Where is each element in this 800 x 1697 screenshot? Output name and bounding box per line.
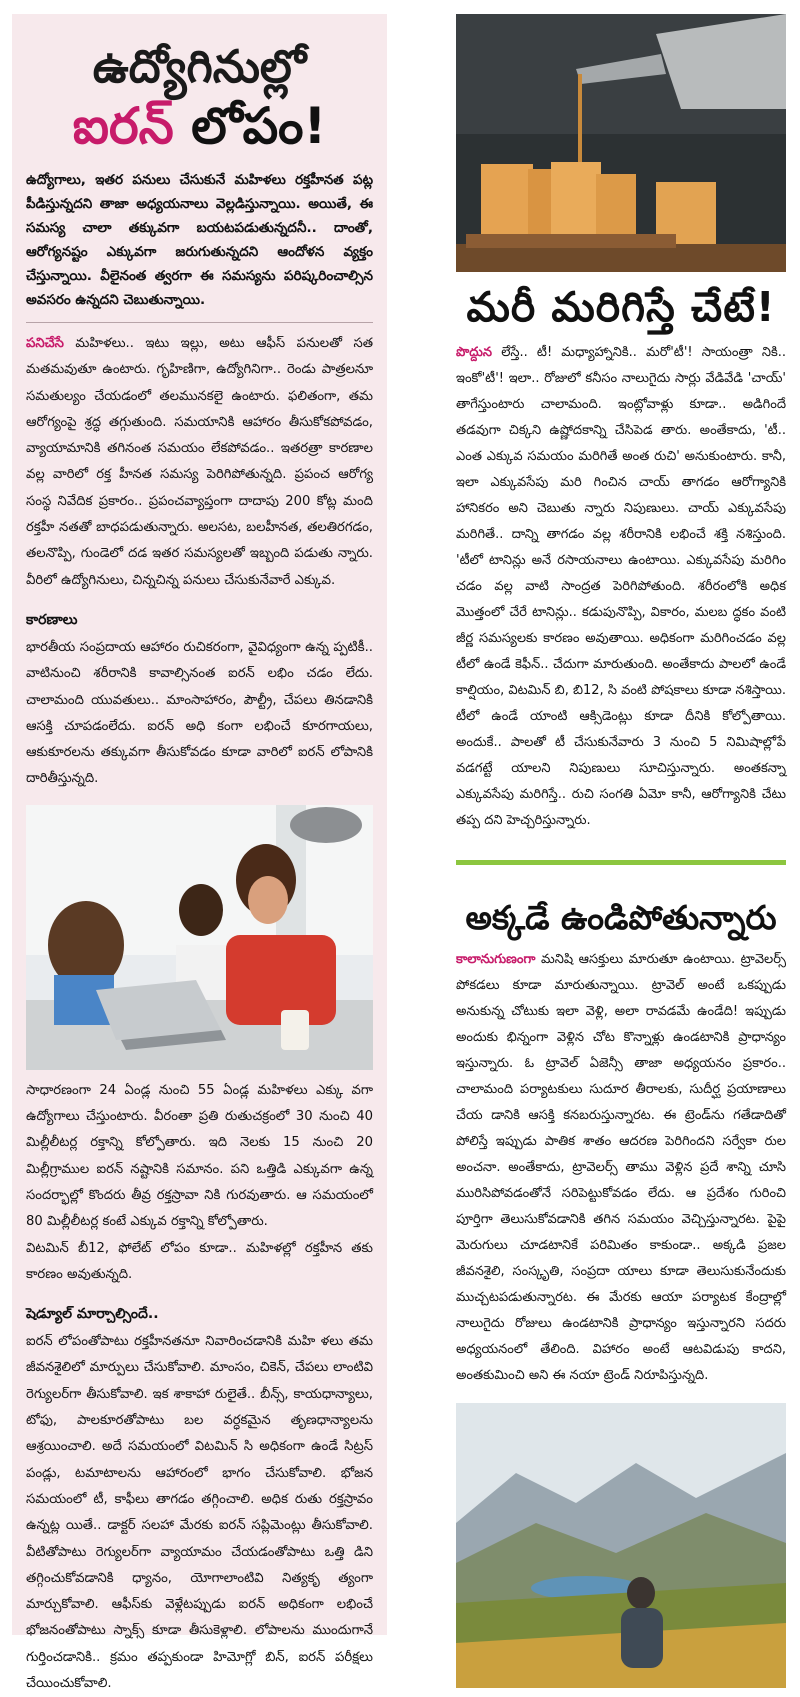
travel-article-headline: అక్కడే ఉండిపోతున్నారు: [465, 898, 777, 937]
section-heading-schedule: షెడ్యూల్ మార్చాల్సిందే..: [26, 1306, 159, 1323]
right-articles: [456, 14, 786, 1635]
lead-word: కాలానుగుణంగా: [456, 952, 536, 967]
article-intro: ఉద్యోగాలు, ఇతర పనులు చేసుకునే మహిళలు రక్తహీనత పట్ల పీడిస్తున్నదని తాజా అధ్యయనాలు వెల్లడిస్తున్నాయి. అయితే, ఈ సమస్య చాలా తక్కువగా బయటపడుతున్నదనీ.. దాంతో, ఆరోగ్యనష్టం ఎక్కువగా జరుగుతున్నదని ఆందోళన వ్యక్తం చేస్తున్నాయి. వీలైనంత త్వరగా ఈ సమస్యను పరిష్కరించాల్సిన అవసరం ఉన్నదని చెబుతున్నాయి.: [26, 172, 373, 308]
headline-accent-word: ఐరన్: [72, 97, 174, 155]
photo-traveler-mountains: [456, 1403, 786, 1688]
lead-word: పనిచేసే: [26, 336, 64, 351]
tea-article-body: [456, 340, 786, 834]
lead-word: పొద్దున: [456, 345, 493, 360]
paragraph-text: లేస్తే.. టీ! మధ్యాహ్నానికి.. మరో'టీ'! సాయంత్రా నికి.. ఇంకో'టీ'! ఇలా.. రోజులో కనీసం నాలుగైదు సార్లు వేడివేడి 'చాయ్' తాగేస్తుంటారు చాలామంది. ఇంట్లోవాళ్లు కూడా.. అడిగిందే తడవుగా చిక్కని ఉష్ణోదకాన్ని చేసిపెడ తారు. అంతేకాదు, 'టీ.. ఎంత ఎక్కువ సమయం మరిగితే అంత రుచి' అనుకుంటారు. కానీ, ఇలా ఎక్కువసేపు మరి గించిన చాయ్ తాగడం ఆరోగ్యానికి హానికరం అని చెబుతు న్నారు నిపుణులు. చాయ్ ఎక్కువసేపు మరిగితే.. దాన్ని తాగడం వల్ల శరీరానికి లభించే శక్తి నశిస్తుంది. 'టీలో టానిన్లు అనే రసాయనాలు ఉంటాయి. ఎక్కువసేపు మరిగిం చడం వల్ల వాటి సాంద్రత పెరిగిపోతుంది. శరీరంలోకి అధిక మొత్తంలో చేరే టానిన్లు.. కడుపునొప్పి, వికారం, మలబ ద్ధకం వంటి జీర్ణ సమస్యలకు కారణం అవుతాయి. అధికంగా మరిగించడం వల్ల టీలో ఉండే కెఫీన్.. చేదుగా మారుతుంది. అంతేకాదు పాలలో ఉండే కాల్షియం, విటమిన్ బి, బి12, సి వంటి పోషకాలు కూడా నశిస్తాయి. టీలో ఉండే యాంటి ఆక్సిడెంట్లు కూడా దీనికి కోల్పోతాయి. అందుకే.. పాలతో టీ చేసుకునేవారు 3 నుంచి 5 నిమిషాల్లోపే వడగట్టే యాలని నిపుణులు సూచిస్తున్నారు. అంతకన్నా ఎక్కువసేపు మరిగిస్తే.. రుచి సంగతి ఏమో కానీ, ఆరోగ్యానికి చేటు తప్ప దని హెచ్చరిస్తున్నారు.: [456, 345, 786, 828]
left-article: [12, 14, 387, 1691]
section-divider: [456, 860, 786, 865]
headline-rest: లోపం!: [191, 97, 327, 155]
article-headline-line1: ఉద్యోగినుల్లో: [92, 40, 307, 93]
article-headline-line2: [26, 96, 373, 156]
paragraph-text: మనిషి ఆసక్తులు మారుతూ ఉంటాయి. ట్రావెలర్స్ పోకడలు కూడా మారుతున్నాయి. ట్రావెల్ అంటే ఒకప్పుడు అనుకున్న చోటుకు ఇలా వెళ్లి, అలా రావడమే ఉండేది! ఇప్పుడు అందుకు భిన్నంగా వెళ్లిన చోట కొన్నాళ్లు ఉండటానికి ప్రాధాన్యం ఇస్తున్నారు. ఓ ట్రావెల్ ఏజెన్సీ తాజా అధ్యయనం ప్రకారం.. చాలామంది పర్యాటకులు సుదూర తీరాలకు, సుదీర్ఘ ప్రయాణాలు చేయ డానికి ఆసక్తి కనబరుస్తున్నారట. ఈ ట్రెండ్‌ను గతేడాదితో పోలిస్తే ఇప్పుడు పాతిక శాతం ఆదరణ పెరిగిందని సర్వేకా రుల అంచనా. అంతేకాదు, ట్రావెలర్స్ తాము వెళ్లిన ప్రదే శాన్ని చూసి మురిసిపోవడంతోనే సరిపెట్టుకోవడం లేదు. ఆ ప్రదేశం గురించి పూర్తిగా తెలుసుకోవడానికి తగిన సమయం వెచ్చిస్తున్నారట. పైపై మెరుగులు చూడటానికే పరిమితం కాకుండా.. అక్కడి ప్రజల జీవనశైలి, సంస్కృతి, సంప్రదా యాలు కూడా తెలుసుకునేందుకు ముచ్చటపడుతున్నారట. ఈ మేరకు ఆయా పర్యాటక కేంద్రాల్లో నాలుగైదు రోజులు ఉండటానికి ప్రాధాన్యం ఇస్తున్నారని సదరు అధ్యయనంలో తేలింది. విహారం అంటే ఆటవిడుపు కాదని, అంతకుమించి అని ఈ నయా ట్రెండ్ నిరూపిస్తున్నది.: [456, 952, 787, 1383]
section-heading-reasons: కారణాలు: [26, 611, 78, 628]
tea-article-headline: మరీ మరిగిస్తే చేటే!: [466, 283, 776, 331]
body-paragraph-2: సాధారణంగా 24 ఏండ్ల నుంచి 55 ఏండ్ల మహిళలు ఎక్కు వగా ఉద్యోగాలు చేస్తుంటారు. వీరంతా ప్రతి రుతుచక్రంలో 30 నుంచి 40 మిల్లీలీటర్ల రక్తాన్ని కోల్పోతారు. ఇది నెలకు 15 నుంచి 20 మిల్లీగ్రాముల ఐరన్ నష్టానికి సమానం. పని ఒత్తిడి ఎక్కువగా ఉన్న సందర్భాల్లో కొందరు తీవ్ర రక్తస్రావా నికి గురవుతారు. ఆ సమయంలో 80 మిల్లీలీటర్ల కంటే ఎక్కువ రక్తాన్ని కోల్పోతారు.: [26, 1082, 373, 1230]
photo-tea-pouring: [456, 14, 786, 272]
body-paragraph-1: [26, 331, 373, 594]
travel-article-body: [456, 947, 786, 1389]
body-paragraph-3: విటమిన్ బీ12, ఫోలేట్ లోపం కూడా.. మహిళల్లో రక్తహీన తకు కారణం అవుతున్నది.: [26, 1240, 373, 1282]
body-paragraph-schedule: ఐరన్ లోపంతోపాటు రక్తహీనతనూ నివారించడానికి మహి ళలు తమ జీవనశైలిలో మార్పులు చేసుకోవాలి. మాంసం, చికెన్, చేపలు లాంటివి రెగ్యులర్‌గా తీసుకోవాలి. ఇక శాకాహా రులైతే.. బీన్స్, కాయధాన్యాలు, టోఫు, పాలకూరతోపాటు బల వర్ధకమైన తృణధాన్యాలను ఆశ్రయించాలి. అదే సమయంలో విటమిన్ సి అధికంగా ఉండే సిట్రస్ పండ్లు, టమాటాలను ఆహారంలో భాగం చేసుకోవాలి. భోజన సమయంలో టీ, కాఫీలు తాగడం తగ్గించాలి. అధిక రుతు రక్తస్రావం ఉన్నట్ల యితే.. డాక్టర్ సలహా మేరకు ఐరన్ సప్లిమెంట్లు తీసుకోవాలి. వీటితోపాటు రెగ్యులర్‌గా వ్యాయామం చేయడంతోపాటు ఒత్తి డిని తగ్గించుకోవడానికి ధ్యానం, యోగాలాంటివి నిత్యకృ త్యంగా మార్చుకోవాలి. ఆఫీస్‌కు వెళ్లేటప్పుడు ఐరన్ అధికంగా లభించే భోజనంతోపాటు స్నాక్స్ కూడా తీసుకెళ్లాలి. లోపాలను ముందుగానే గుర్తించడానికి.. క్రమం తప్పకుండా హిమోగ్లో బిన్, ఐరన్ పరీక్షలు చేయించుకోవాలి.: [26, 1334, 373, 1691]
divider: [26, 322, 373, 323]
body-paragraph-reasons: భారతీయ సంప్రదాయ ఆహారం రుచికరంగా, వైవిధ్యంగా ఉన్న ప్పటికీ.. వాటినుంచి శరీరానికి కావాల్సినంత ఐరన్ లభిం చడం లేదు. చాలామంది యువతులు.. మాంసాహారం, పౌల్ట్రీ, చేపలు తినడానికి ఆసక్తి చూపడంలేదు. ఐరన్ అధి కంగా లభించే కూరగాయలు, ఆకుకూరలను తక్కువగా తీసుకోవడం కూడా వారిలో ఐరన్ లోపానికి దారితీస్తున్నది.: [26, 639, 373, 787]
photo-woman-with-children: [26, 805, 373, 1070]
paragraph-text: మహిళలు.. ఇటు ఇల్లు, అటు ఆఫీస్ పనులతో సత మతమవుతూ ఉంటారు. గృహిణిగా, ఉద్యోగినిగా.. రెండు పాత్రలనూ సమతుల్యం చేయడంలో తలమునకలై ఉంటారు. ఫలితంగా, తమ ఆరోగ్యంపై శ్రద్ధ తగ్గుతుంది. సమయానికి ఆహారం తీసుకోకపోవడం, వ్యాయామానికి తగినంత సమయం లేకపోవడం.. ఇతరత్రా కారణాల వల్ల వారిలో రక్త హీనత సమస్య పెరిగిపోతున్నది. ప్రపంచ ఆరోగ్య సంస్థ నివేదిక ప్రకారం.. ప్రపంచవ్యాప్తంగా దాదాపు 200 కోట్ల మంది రక్తహీ నతతో బాధపడుతున్నారు. అలసట, బలహీనత, తలతిరగడం, తలనొప్పి, గుండెలో దడ ఇతర సమస్యలతో ఇబ్బంది పడుతు న్నారు. వీరిలో ఉద్యోగినులు, చిన్నచిన్న పనులు చేసుకునేవారే ఎక్కువ.: [26, 336, 373, 588]
